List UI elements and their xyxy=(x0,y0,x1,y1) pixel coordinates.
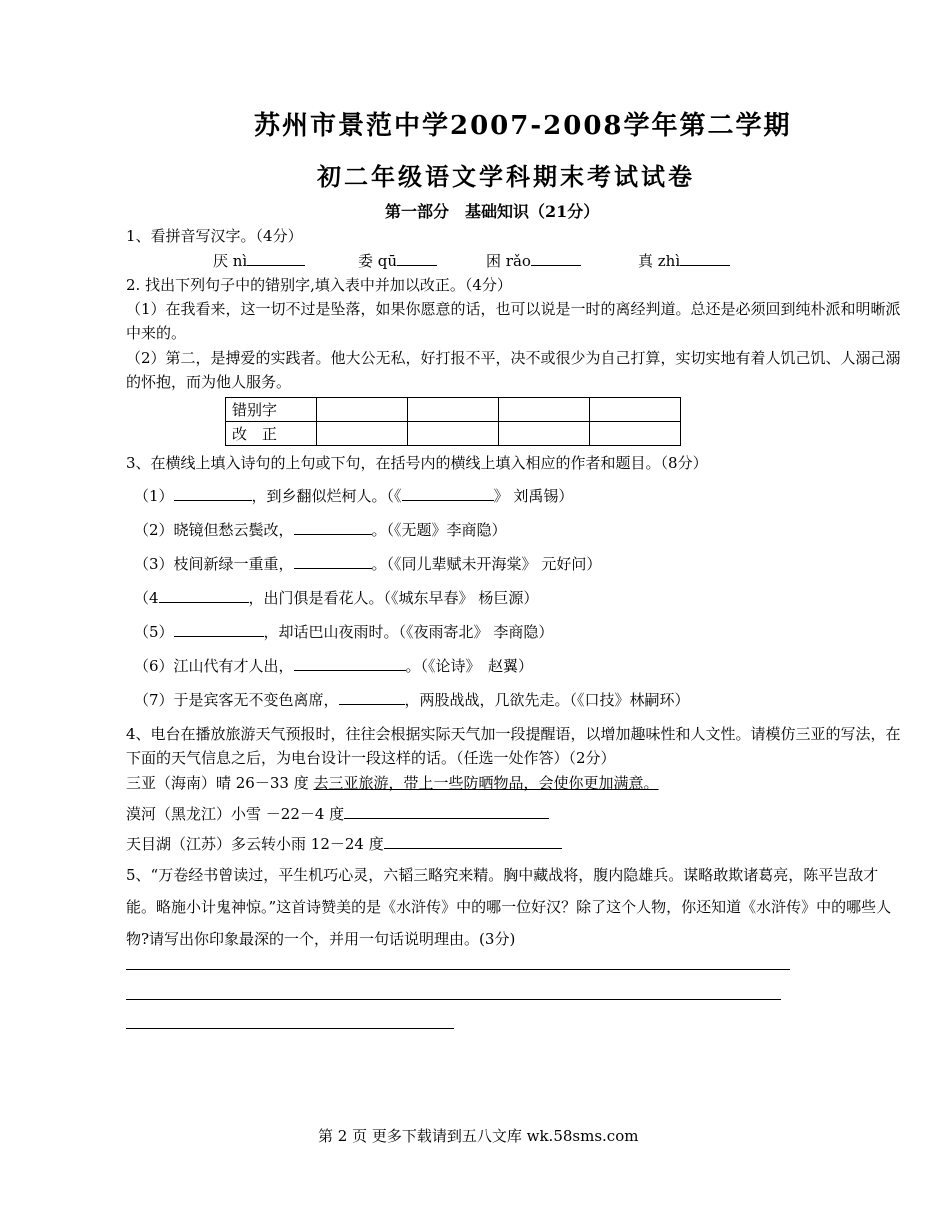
table-row-label: 错别字 xyxy=(226,398,317,422)
q3-line-text: 。（《同儿辈赋未开海棠》 元好问） xyxy=(371,555,602,573)
q3-line-4 xyxy=(134,586,538,610)
q1-item-1 xyxy=(213,249,305,273)
answer-blank[interactable] xyxy=(531,251,581,266)
q3-line-text: （7）于是宾客无不变色离席， xyxy=(134,691,339,709)
q4-item-label: 漠河（黑龙江）小雪 －22－4 度 xyxy=(126,805,345,823)
answer-blank[interactable] xyxy=(247,251,305,266)
answer-line[interactable] xyxy=(126,999,781,1000)
q4-prompt: 4、电台在播放旅游天气预报时，往往会根据实际天气加一段提醒语，以增加趣味性和人文性。请模仿三亚的写法，在下面的天气信息之后，为电台设计一段这样的话。（任选一处作答）（2分） xyxy=(126,725,901,767)
q3-line-text: （1） xyxy=(134,487,174,505)
q3-line-2 xyxy=(134,518,507,542)
q3-line-text: （5） xyxy=(134,623,174,641)
q4-example-answer: 去三亚旅游，带上一些防晒物品，会使你更加满意。 xyxy=(313,774,659,792)
table-row-label: 改 正 xyxy=(226,422,317,446)
q4-item-2 xyxy=(126,832,562,856)
table-cell[interactable] xyxy=(317,398,408,422)
answer-blank[interactable] xyxy=(397,251,437,266)
q3-prompt: 3、在横线上填入诗句的上句或下句，在括号内的横线上填入相应的作者和题目。（8分） xyxy=(126,454,708,472)
answer-line[interactable] xyxy=(126,1028,454,1029)
table-cell[interactable] xyxy=(499,398,590,422)
q3-line-5 xyxy=(134,620,553,644)
answer-blank[interactable] xyxy=(680,251,730,266)
q5-text: 5、“万卷经书曾读过，平生机巧心灵，六韬三略究来精。胸中藏战将，腹内隐雄兵。谋略敢欺诸葛亮，陈平岂敌才能。略施小计鬼神惊。”这首诗赞美的是《水浒传》中的哪一位好汉？除了这个人物，你还知道《水浒传》中的哪些人物?请写出你印象最深的一个，并用一句话说明理由。(3分) xyxy=(126,866,892,948)
answer-blank[interactable] xyxy=(174,486,252,501)
page-title-line2: 初二年级语文学科期末考试试卷 xyxy=(317,162,695,191)
answer-blank[interactable] xyxy=(174,622,264,637)
q3-line-text: ，出门俱是看花人。（《城东早春》 杨巨源） xyxy=(248,589,539,607)
q3-line-3 xyxy=(134,552,601,576)
answer-blank[interactable] xyxy=(384,834,562,849)
q2-prompt: 2. 找出下列句子中的错别字,填入表中并加以改正。（4分） xyxy=(126,276,512,294)
q4-example xyxy=(126,771,659,795)
page-title-line1: 苏州市景范中学2007-2008学年第二学期 xyxy=(254,111,792,141)
table-cell[interactable] xyxy=(590,422,681,446)
answer-blank[interactable] xyxy=(402,486,494,501)
table-cell[interactable] xyxy=(408,398,499,422)
answer-blank[interactable] xyxy=(294,656,406,671)
table-row xyxy=(226,422,681,446)
q1-prompt: 1、看拼音写汉字。（4分） xyxy=(126,227,303,245)
q1-item-prefix: 真 zhì xyxy=(638,252,681,270)
answer-line[interactable] xyxy=(126,969,790,970)
q3-line-text: 》 刘禹锡） xyxy=(493,487,574,505)
table-cell[interactable] xyxy=(590,398,681,422)
q4-item-label: 天目湖（江苏）多云转小雨 12－24 度 xyxy=(126,835,384,853)
q4-item-1 xyxy=(126,802,549,826)
q1-item-prefix: 委 qū xyxy=(358,252,398,270)
table-cell[interactable] xyxy=(408,422,499,446)
error-correction-table xyxy=(225,397,681,446)
q1-item-prefix: 厌 nì xyxy=(213,252,248,270)
q2-paragraph-2: （2）第二，是搏爱的实践者。他大公无私，好打报不平，决不或很少为自己打算，实切实地有着人饥己饥、人溺己溺的怀抱，而为他人服务。 xyxy=(126,349,901,391)
q2-paragraph-1: （1）在我看来，这一切不过是坠落，如果你愿意的话，也可以说是一时的离经判道。总还是必须回到纯朴派和明晰派中来的。 xyxy=(126,300,901,342)
section-title: 第一部分 基础知识（21分） xyxy=(385,202,600,221)
table-row xyxy=(226,398,681,422)
answer-blank[interactable] xyxy=(294,554,372,569)
q3-line-text: （3）枝间新绿一重重， xyxy=(134,555,294,573)
q3-line-text: （6）江山代有才人出， xyxy=(134,657,294,675)
q3-line-7 xyxy=(134,688,690,712)
table-cell[interactable] xyxy=(317,422,408,446)
q3-line-text: ，却话巴山夜雨时。（《夜雨寄北》 李商隐） xyxy=(263,623,554,641)
q1-item-3 xyxy=(486,249,581,273)
q1-item-prefix: 困 rǎo xyxy=(486,252,531,270)
answer-blank[interactable] xyxy=(344,804,549,819)
q3-line-text: ，两股战战，几欲先走。（《口技》林嗣环） xyxy=(404,691,690,709)
table-cell[interactable] xyxy=(499,422,590,446)
q3-line-text: 。（《论诗》 赵翼） xyxy=(405,657,534,675)
answer-blank[interactable] xyxy=(294,520,372,535)
q3-line-text: （2）晓镜但愁云鬓改， xyxy=(134,521,294,539)
q3-line-text: ，到乡翻似烂柯人。（《 xyxy=(251,487,402,505)
page-footer: 第 2 页 更多下载请到五八文库 wk.58sms.com xyxy=(318,1127,639,1145)
q3-line-text: 。（《无题》李商隐） xyxy=(371,521,507,539)
q1-item-4 xyxy=(638,249,730,273)
q3-line-1 xyxy=(134,484,573,508)
answer-blank[interactable] xyxy=(159,588,249,603)
answer-blank[interactable] xyxy=(339,690,405,705)
q3-line-6 xyxy=(134,654,533,678)
q1-item-2 xyxy=(358,249,437,273)
q3-line-text: （4 xyxy=(134,589,159,607)
q4-example-label: 三亚（海南）晴 26－33 度 xyxy=(126,774,309,792)
